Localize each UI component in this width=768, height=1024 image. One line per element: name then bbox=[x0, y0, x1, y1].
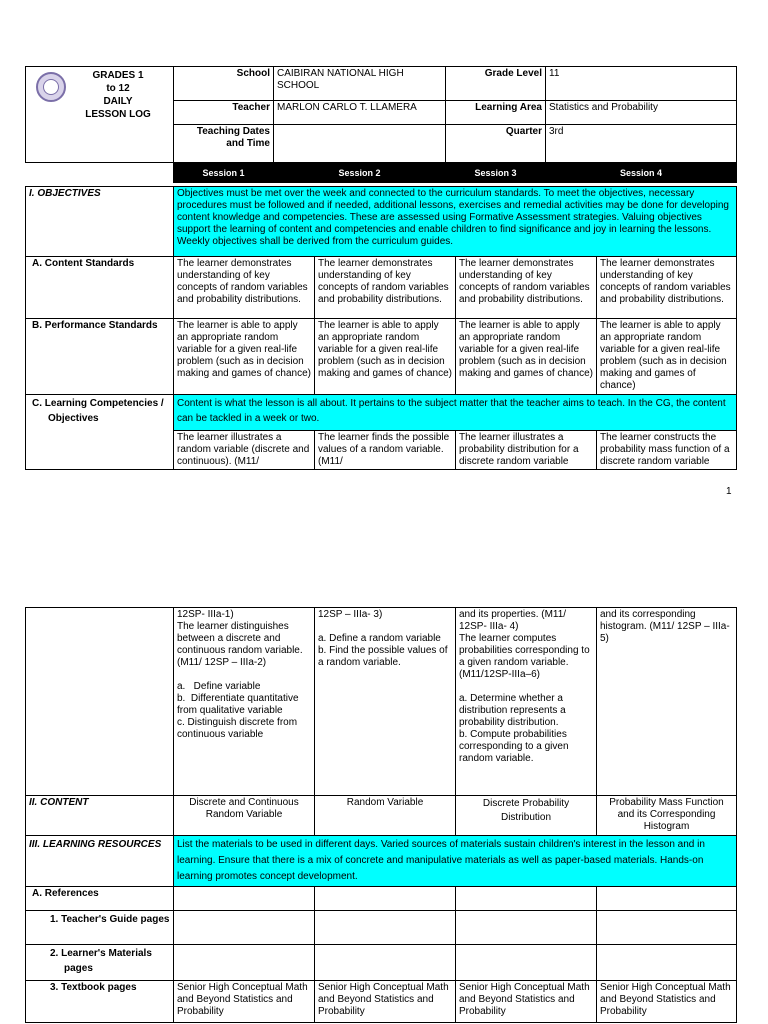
grades-line-2: to 12 bbox=[106, 83, 130, 94]
competencies-s1-part2: 12SP- IIIa-1) The learner distinguishes between a discrete and continuous random variable. (M11/ 12SP – IIIa-2) a. Define variable b. Differentiate quantitative from qualitative variable c. Distinguish discrete from continuous variable bbox=[174, 608, 315, 796]
lesson-log-page-2 bbox=[25, 607, 737, 1023]
learners-materials-label: 2. Learner's Materials pages bbox=[26, 945, 174, 981]
session-3-header: Session 3 bbox=[446, 163, 546, 183]
competencies-s3-part2: and its properties. (M11/ 12SP- IIIa- 4) The learner computes probabilities corresponding to a given random variable. (M11/12SP-IIIa–6) a. Determine whether a distribution represents a probability distribution. b. Compute probabilities corresponding to a given random variable. bbox=[456, 608, 597, 796]
content-standards-s1: The learner demonstrates understanding of key concepts of random variables and probability distributions. bbox=[174, 257, 315, 319]
competencies-s1-part1: The learner illustrates a random variable (discrete and continuous). (M11/ bbox=[174, 431, 315, 470]
log-title-cell bbox=[26, 67, 174, 163]
textbook-s2: Senior High Conceptual Math and Beyond Statistics and Probability bbox=[315, 981, 456, 1023]
competencies-s2-part2: 12SP – IIIa- 3) a. Define a random variable b. Find the possible values of a random variable. bbox=[315, 608, 456, 796]
school-value: CAIBIRAN NATIONAL HIGH SCHOOL bbox=[274, 67, 446, 101]
textbook-s3: Senior High Conceptual Math and Beyond Statistics and Probability bbox=[456, 981, 597, 1023]
performance-standards-s4: The learner is able to apply an appropriate random variable for a given real-life problem (such as in decision making and games of chance) bbox=[597, 319, 737, 395]
grades-line-4: LESSON LOG bbox=[85, 109, 151, 120]
textbook-label: 3. Textbook pages bbox=[26, 981, 174, 1023]
content-standards-s2: The learner demonstrates understanding of key concepts of random variables and probability distributions. bbox=[315, 257, 456, 319]
grade-level-label: Grade Level bbox=[446, 67, 546, 101]
references-label: A. References bbox=[26, 887, 174, 911]
content-standards-s4: The learner demonstrates understanding of key concepts of random variables and probability distributions. bbox=[597, 257, 737, 319]
competencies-note: Content is what the lesson is all about. It pertains to the subject matter that the teacher aims to teach. In the CG, the content can be tackled in a week or two. bbox=[174, 395, 737, 431]
objectives-label: I. OBJECTIVES bbox=[26, 187, 174, 257]
textbook-s1: Senior High Conceptual Math and Beyond Statistics and Probability bbox=[174, 981, 315, 1023]
learning-area-value: Statistics and Probability bbox=[546, 101, 737, 125]
lesson-log-page-1 bbox=[25, 66, 737, 183]
deped-seal-icon bbox=[36, 72, 66, 102]
grades-line-3: DAILY bbox=[103, 96, 133, 107]
content-s4: Probability Mass Function and its Corresponding Histogram bbox=[597, 796, 737, 836]
quarter-value: 3rd bbox=[546, 125, 737, 163]
grades-line-1: GRADES 1 bbox=[92, 70, 144, 81]
learning-resources-note: List the materials to be used in different days. Varied sources of materials sustain children's interest in the lesson and in learning. Ensure that there is a mix of concrete and manipulative materials as well as paper-based materials. Hands-on learning promotes concept development. bbox=[174, 836, 737, 887]
grade-level-value: 11 bbox=[546, 67, 737, 101]
content-label: II. CONTENT bbox=[26, 796, 174, 836]
learning-resources-label: III. LEARNING RESOURCES bbox=[26, 836, 174, 887]
content-s1: Discrete and Continuous Random Variable bbox=[174, 796, 315, 836]
competencies-s2-part1: The learner finds the possible values of a random variable. (M11/ bbox=[315, 431, 456, 470]
performance-standards-s1: The learner is able to apply an appropriate random variable for a given real-life problem (such as in decision making and games of chance) bbox=[174, 319, 315, 395]
learning-area-label: Learning Area bbox=[446, 101, 546, 125]
content-standards-label: A. Content Standards bbox=[26, 257, 174, 319]
teacher-label: Teacher bbox=[174, 101, 274, 125]
content-standards-s3: The learner demonstrates understanding of key concepts of random variables and probability distributions. bbox=[456, 257, 597, 319]
competencies-s4-part2: and its corresponding histogram. (M11/ 12SP – IIIa-5) bbox=[597, 608, 737, 796]
objectives-note: Objectives must be met over the week and connected to the curriculum standards. To meet the objectives, necessary procedures must be followed and if needed, additional lessons, exercises and remedial activities may be done for developing content knowledge and competencies. These are assessed using Formative Assessment strategies. Valuing objectives support the learning of content and competencies and enable children to find significance and joy in learning the lessons. Weekly objectives shall be derived from the curriculum guides. bbox=[174, 187, 737, 257]
performance-standards-label: B. Performance Standards bbox=[26, 319, 174, 395]
session-2-header: Session 2 bbox=[274, 163, 446, 183]
school-label: School bbox=[174, 67, 274, 101]
teaching-dates-value bbox=[274, 125, 446, 163]
quarter-label: Quarter bbox=[446, 125, 546, 163]
teaching-dates-label: Teaching Dates and Time bbox=[174, 125, 274, 163]
performance-standards-s3: The learner is able to apply an appropriate random variable for a given real-life problem (such as in decision making and games of chance) bbox=[456, 319, 597, 395]
lesson-log-body-1 bbox=[25, 186, 737, 470]
teachers-guide-label: 1. Teacher's Guide pages bbox=[26, 911, 174, 945]
session-4-header: Session 4 bbox=[546, 163, 737, 183]
textbook-s4: Senior High Conceptual Math and Beyond Statistics and Probability bbox=[597, 981, 737, 1023]
session-1-header: Session 1 bbox=[174, 163, 274, 183]
content-s3: Discrete Probability Distribution bbox=[456, 796, 597, 836]
content-s2: Random Variable bbox=[315, 796, 456, 836]
competencies-s4-part1: The learner constructs the probability mass function of a discrete random variable bbox=[597, 431, 737, 470]
competencies-s3-part1: The learner illustrates a probability distribution for a discrete random variable bbox=[456, 431, 597, 470]
teacher-value: MARLON CARLO T. LLAMERA bbox=[274, 101, 446, 125]
competencies-label: C. Learning Competencies / Objectives bbox=[26, 395, 174, 470]
page-number: 1 bbox=[726, 486, 732, 497]
performance-standards-s2: The learner is able to apply an appropriate random variable for a given real-life problem (such as in decision making and games of chance) bbox=[315, 319, 456, 395]
